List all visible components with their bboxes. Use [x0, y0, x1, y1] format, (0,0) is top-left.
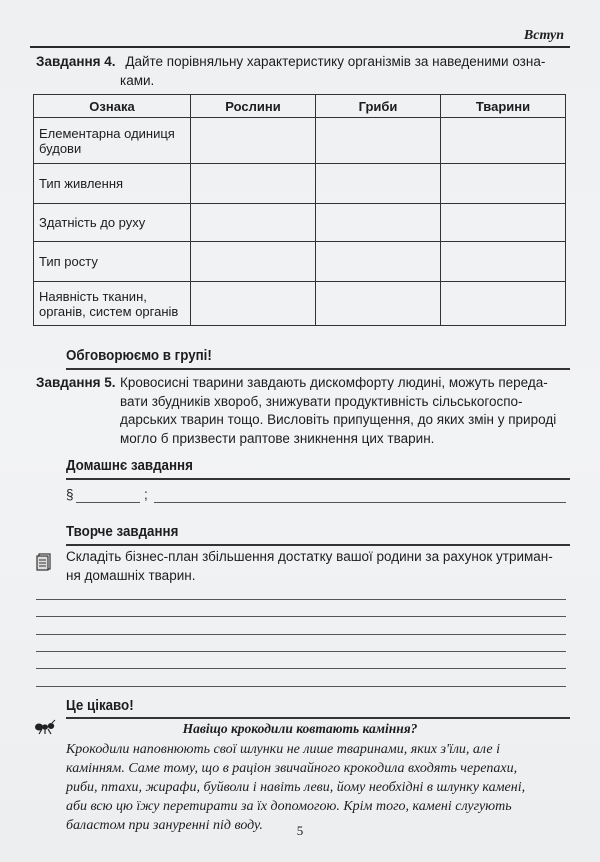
task4-text-line1: Дайте порівняльну характеристику організмів за наведеними озна- — [125, 54, 546, 69]
answer-line[interactable] — [36, 634, 566, 635]
fungi-answer-cell[interactable] — [316, 242, 441, 282]
page-number: 5 — [296, 823, 304, 838]
answer-line[interactable] — [36, 686, 566, 687]
interesting-line: Крокодили наповнюють свої шлунки не лише тваринами, яких з'їли, але і — [66, 742, 500, 757]
homework-separator: ; — [144, 487, 148, 502]
homework-paragraph-input[interactable] — [76, 502, 140, 503]
fungi-answer-cell[interactable] — [316, 282, 441, 326]
animals-answer-cell[interactable] — [441, 282, 566, 326]
plants-answer-cell[interactable] — [191, 242, 316, 282]
interesting-text — [66, 740, 572, 835]
interesting-line: баластом при зануренні під воду. — [66, 818, 263, 833]
paragraph-sign: § — [66, 487, 74, 502]
fungi-answer-cell[interactable] — [316, 118, 441, 164]
plants-answer-cell[interactable] — [191, 204, 316, 242]
answer-line[interactable] — [36, 616, 566, 617]
task5-line: могло б призвести раптове зникнення цих тварин. — [120, 430, 435, 446]
fungi-answer-cell[interactable] — [316, 204, 441, 242]
table-row — [34, 118, 566, 164]
task5-line: дарських тварин тощо. Висловіть припущення, до яких змін у природі — [120, 412, 557, 427]
creative-line: ня домашніх тварин. — [66, 567, 196, 583]
interesting-line: риби, птахи, жирафи, буйволи і навіть леви, йому необхідні в шлунку камені, — [66, 780, 526, 795]
task4-label: Завдання 4. — [36, 54, 116, 69]
running-head: Вступ — [523, 28, 564, 43]
creative-line: Складіть бізнес-план збільшення достатку вашої родини за рахунок утриман- — [66, 549, 553, 564]
interesting-line: аби всю цю їжу перетирати за їх допомогою. Крім того, камені слугують — [66, 799, 512, 814]
homework-title: Домашнє завдання — [66, 458, 193, 474]
notebook-icon — [36, 553, 52, 576]
header-rule — [30, 46, 570, 48]
header-plants: Рослини — [191, 95, 316, 118]
group-section-title: Обговорюємо в групі! — [66, 348, 212, 364]
group-section-rule — [66, 368, 570, 370]
plants-answer-cell[interactable] — [191, 118, 316, 164]
feature-cell: Тип живлення — [34, 164, 191, 204]
animals-answer-cell[interactable] — [441, 164, 566, 204]
interesting-line: камінням. Саме тому, що в раціон звичайного крокодила входять черепахи, — [66, 761, 518, 776]
feature-cell: Елементарна одиниця будови — [34, 118, 191, 164]
plants-answer-cell[interactable] — [191, 282, 316, 326]
task5-line: Кровосисні тварини завдають дискомфорту людині, можуть переда- — [120, 375, 548, 390]
header-fungi: Гриби — [316, 95, 441, 118]
answer-line[interactable] — [36, 651, 566, 652]
answer-line[interactable] — [36, 668, 566, 669]
feature-cell: Здатність до руху — [34, 204, 191, 242]
creative-text — [66, 548, 571, 585]
fungi-answer-cell[interactable] — [316, 164, 441, 204]
table-row — [34, 242, 566, 282]
animals-answer-cell[interactable] — [441, 242, 566, 282]
animals-answer-cell[interactable] — [441, 118, 566, 164]
task4-text-line2: ками. — [120, 73, 155, 88]
table-row — [34, 204, 566, 242]
feature-cell: Тип росту — [34, 242, 191, 282]
table-row — [34, 282, 566, 326]
answer-line[interactable] — [36, 599, 566, 600]
feature-cell: Наявність тканин, органів, систем органів — [34, 282, 191, 326]
homework-rule — [66, 478, 570, 480]
task5-line: вати збудників хвороб, знижувати продуктивність сільськогоспо- — [120, 393, 523, 409]
table-header-row — [34, 95, 566, 118]
header-animals: Тварини — [441, 95, 566, 118]
interesting-question: Навіщо крокодили ковтають каміння? — [182, 721, 418, 736]
creative-title: Творче завдання — [66, 524, 179, 540]
task5-label: Завдання 5. — [36, 375, 116, 390]
header-feature: Ознака — [34, 95, 191, 118]
interesting-rule — [66, 717, 570, 719]
comparison-table — [33, 94, 566, 326]
table-row — [34, 164, 566, 204]
task5-text — [120, 374, 570, 448]
task4-line1 — [36, 52, 545, 71]
interesting-title: Це цікаво! — [66, 698, 134, 714]
plants-answer-cell[interactable] — [191, 164, 316, 204]
animals-answer-cell[interactable] — [441, 204, 566, 242]
homework-tasks-input[interactable] — [154, 502, 566, 503]
creative-rule — [66, 544, 570, 546]
